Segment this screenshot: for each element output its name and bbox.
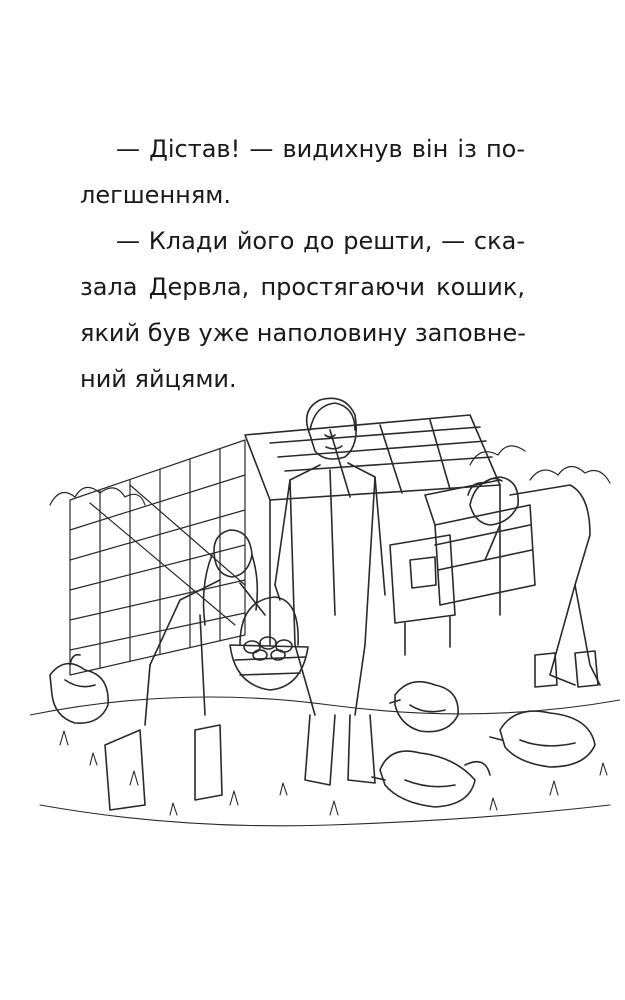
text-line: — Клади його до решти, — ска- xyxy=(116,227,525,255)
grass xyxy=(30,697,620,826)
hen-center xyxy=(390,682,458,732)
hen-right xyxy=(490,711,595,767)
boy-figure xyxy=(468,477,600,687)
girl-figure xyxy=(105,530,265,810)
text-line: легшенням. xyxy=(80,181,231,209)
text-line: який був уже наполовину заповне- xyxy=(80,319,526,347)
hen-bottom xyxy=(372,751,490,807)
hen-house xyxy=(245,415,500,655)
chicken-run-fence xyxy=(70,440,245,675)
farm-illustration xyxy=(30,385,620,835)
text-line: ний яйцями. xyxy=(80,365,237,393)
egg-basket xyxy=(230,597,308,690)
text-line: — Дістав! — видихнув він із по- xyxy=(116,135,525,163)
story-text xyxy=(80,126,525,402)
text-line: зала Дервла, простягаючи кошик, xyxy=(80,273,525,301)
